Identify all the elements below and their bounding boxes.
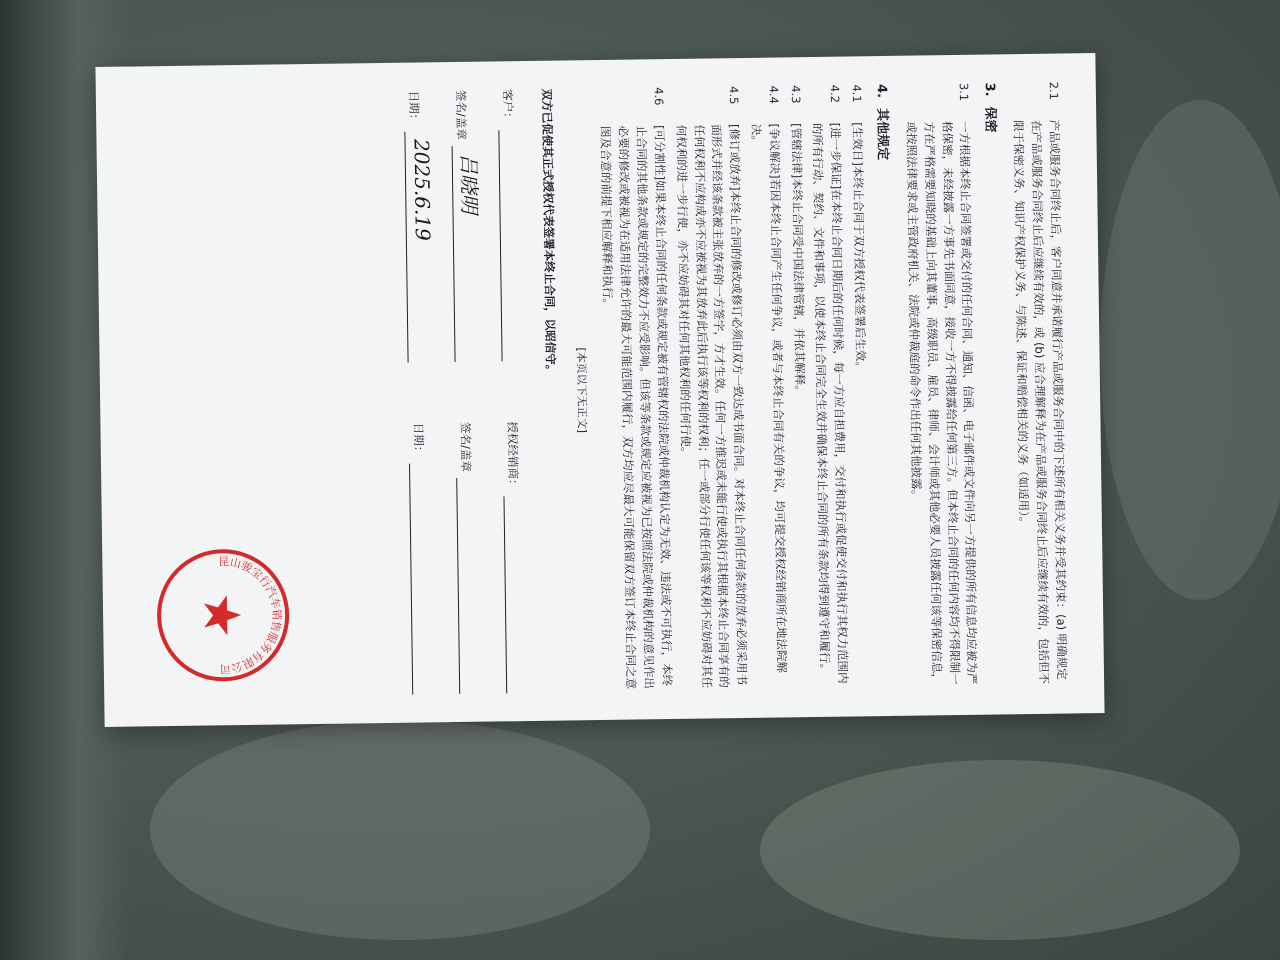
customer-signature: 吕晓明 xyxy=(456,153,482,214)
clause-number: 2.1 xyxy=(1046,81,1061,101)
clause-text: [生效日]本终止合同于双方授权代表签署后生效。 xyxy=(850,122,868,373)
witness-clause: 双方已促使其正式授权代表签署本终止合同，以昭信守。 xyxy=(539,88,558,377)
clause-item xyxy=(847,84,873,688)
clause-item xyxy=(807,85,851,689)
clause-text: [修订或放弃]本终止合同的修改或修订必须由双方一致达成书面合同。对本终止合同任何条款的放弃必须采用书面形式并经该条款被主张放弃的一方签字，方才生效。任何一方推迟或未能行使或执行其根据本终止合同享有的任何权利不应构成亦不应被视为其放弃此后执行该等权利的权利；任一或部分行使任何该等权利不应妨碍对其任何权利的进一步行使，亦不应妨碍其对任何其他权利的任何行使。 xyxy=(674,123,750,689)
customer-signature-block xyxy=(376,89,521,363)
section-title: 其他规定 xyxy=(874,107,890,161)
customer-sign-label: 签名/盖章 xyxy=(453,89,469,140)
marble-vein xyxy=(760,760,1240,940)
clause-number: 4.1 xyxy=(849,84,865,103)
section-number: 3. xyxy=(981,82,997,97)
clause-text: [进一步保证]在本终止合同日期后的任何时候，每一方应自担费用，交付和执行或促使交付和执行其权力范围内的所有行动、契约、文件和事项，以使本终止合同完全生效并确保本终止合同的所有条款均得到遵守和履行。 xyxy=(810,122,851,684)
seal-star-icon xyxy=(204,595,242,636)
dealer-signature-block xyxy=(380,421,525,695)
clause-number: 4.5 xyxy=(726,86,742,105)
contract-paper xyxy=(95,53,1104,727)
customer-date-label: 日期： xyxy=(406,90,421,126)
clause-text: 产品或服务合同终止后，客户同意并承诺履行产品或服务合同中的下述所有相关义务并受其约束：(a) 明确规定在产品或服务合同终止后应继续有效的，或 (b) 应合理解释为在产品或服务合同终止后应继续有效的，包括但不限于保密义务、知识产权保护义务、与陈述、保证和赔偿相关的义务（如适用）。 xyxy=(1011,119,1070,685)
clause-number: 3.1 xyxy=(957,82,972,102)
section-number: 4. xyxy=(873,83,890,99)
company-seal-stamp xyxy=(152,544,294,686)
dealer-label: 授权经销商： xyxy=(505,421,521,491)
clause-text: 一方根据本终止合同签署或交付的任何合同、通知、信函、电子邮件或文件向另一方提供的所有信息均应被为严格保密，未经披露一方事先书面同意，接收一方不得披露给任何第三方。但本终止合同的任何内容均不得限制一方在严格需要知晓的基础上向其董事、高级职员、雇员、律师、会计师或其他必要人员披露任何该等保密信息，或按照法律要求或主管政府机关、法院或仲裁庭的命令作出任何其他披露。 xyxy=(904,120,980,685)
clause-number: 4.3 xyxy=(788,85,803,104)
clause-text: [争议解决]若因本终止合同产生任何争议，或者与本终止合同有关的争议，均可提交授权经销商所在地法院解决。 xyxy=(749,123,789,674)
clause-number: 4.2 xyxy=(827,84,843,104)
clauses-list xyxy=(595,82,1070,692)
contract-text xyxy=(106,63,1095,717)
customer-date: 2025.6.19 xyxy=(409,138,435,241)
clause-item xyxy=(746,85,790,689)
seal-text: 昆山骏宝行汽车销售服务有限公司 xyxy=(218,555,284,676)
clause-text: [可分割性]如果本终止合同的任何条款或规定被有管辖权的法院或仲裁机构认定为无效、违法或不可执行，本终止合同的其他条款或规定的完整效力不应受影响。但该等条款或规定应被视为已按照法院或仲裁机构的意见作出必要的修改或被视为在适用法律允许的最大可能范围内履行，双方均应尽最大可能保留双方签订本终止合同之意图及合意的前提下相应解释和执行。 xyxy=(598,125,675,690)
clause-number: 4.4 xyxy=(766,85,781,104)
clause-item xyxy=(901,83,981,688)
section-heading xyxy=(871,84,900,688)
end-note: [本页以下无正文] xyxy=(574,347,589,434)
dealer-date-label: 日期： xyxy=(411,422,426,458)
customer-label: 客户： xyxy=(500,89,515,124)
marble-vein xyxy=(1100,100,1280,600)
marble-vein xyxy=(150,720,650,940)
clause-text: [管辖法律]本终止合同受中国法律管辖，并依其解释。 xyxy=(788,123,807,397)
section-heading xyxy=(978,82,1007,686)
clause-item xyxy=(595,87,675,692)
clause-item xyxy=(671,86,751,691)
section-title: 保密 xyxy=(981,106,998,133)
dealer-sign-label: 签名/盖章 xyxy=(458,421,473,473)
clause-number: 4.6 xyxy=(651,87,666,106)
clause-item xyxy=(1008,82,1070,687)
signature-area xyxy=(376,89,525,695)
